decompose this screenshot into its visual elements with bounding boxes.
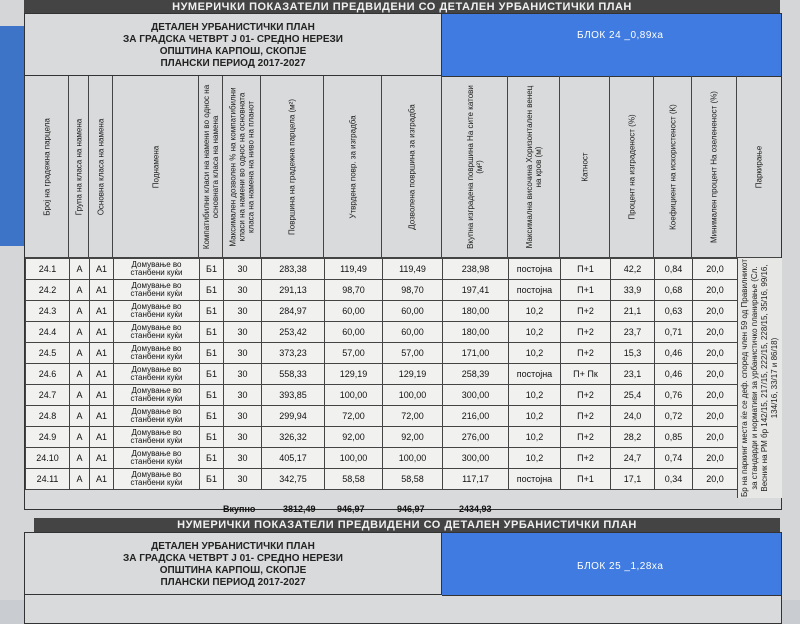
left-blue-margin bbox=[0, 26, 24, 246]
cell-use: Домување во станбени куќи bbox=[114, 259, 200, 280]
cell-use: Домување во станбени куќи bbox=[114, 301, 200, 322]
plan-title-line4: ПЛАНСКИ ПЕРИОД 2017-2027 bbox=[160, 58, 306, 69]
cell-floors: П+2 bbox=[561, 343, 611, 364]
cell-total: 238,98 bbox=[443, 259, 509, 280]
cell-floors: П+ Пк bbox=[561, 364, 611, 385]
second-title-line2: ЗА ГРАДСКА ЧЕТВРТ Ј 01- СРЕДНО НЕРЕЗИ bbox=[123, 553, 343, 564]
cell-group: А bbox=[70, 469, 90, 490]
cell-cls: А1 bbox=[90, 406, 114, 427]
cell-floors: П+2 bbox=[561, 448, 611, 469]
cell-parcel: 24.8 bbox=[26, 406, 70, 427]
cell-pct: 30 bbox=[224, 259, 262, 280]
cell-floors: П+2 bbox=[561, 406, 611, 427]
cell-floors: П+2 bbox=[561, 427, 611, 448]
cell-compat: Б1 bbox=[200, 385, 224, 406]
plan-title bbox=[25, 14, 442, 76]
cell-use: Домување во станбени куќи bbox=[114, 385, 200, 406]
col-header-compat-pct: Максимален дозволен % на компатибилни класи на намени во однос на основната класа на намена на ниво на планот bbox=[223, 76, 261, 258]
block-header bbox=[442, 14, 781, 77]
table-row bbox=[26, 259, 738, 280]
cell-green: 20,0 bbox=[693, 280, 738, 301]
cell-area: 253,42 bbox=[262, 322, 325, 343]
second-plan-title bbox=[25, 533, 442, 595]
cell-pct: 30 bbox=[224, 406, 262, 427]
cell-green: 20,0 bbox=[693, 343, 738, 364]
cell-fixed: 98,70 bbox=[325, 280, 383, 301]
table-row bbox=[26, 469, 738, 490]
cell-area: 405,17 bbox=[262, 448, 325, 469]
cell-height: 10,2 bbox=[509, 385, 561, 406]
col-header-total: Вкупна изградена површина На сите катови (м²) bbox=[442, 76, 508, 258]
cell-allowed: 100,00 bbox=[383, 385, 443, 406]
cell-total: 276,00 bbox=[443, 427, 509, 448]
table-row bbox=[26, 301, 738, 322]
cell-fixed: 129,19 bbox=[325, 364, 383, 385]
cell-compat: Б1 bbox=[200, 406, 224, 427]
cell-allowed: 60,00 bbox=[383, 301, 443, 322]
cell-total: 171,00 bbox=[443, 343, 509, 364]
table-row bbox=[26, 427, 738, 448]
cell-height: 10,2 bbox=[509, 301, 561, 322]
cell-height: 10,2 bbox=[509, 322, 561, 343]
cell-use: Домување во станбени куќи bbox=[114, 280, 200, 301]
col-header-allowed: Дозволена површина за изградба bbox=[382, 76, 442, 258]
cell-group: А bbox=[70, 385, 90, 406]
cell-area: 284,97 bbox=[262, 301, 325, 322]
totals-area: 3812,49 bbox=[283, 504, 316, 514]
col-header-parcel: Број на градежна парцела bbox=[25, 76, 69, 258]
cell-parcel: 24.4 bbox=[26, 322, 70, 343]
cell-built: 24,0 bbox=[611, 406, 655, 427]
plan-title-line3: ОПШТИНА КАРПОШ, СКОПЈЕ bbox=[159, 46, 307, 57]
col-header-group: Група на класа на намена bbox=[69, 76, 89, 258]
cell-pct: 30 bbox=[224, 364, 262, 385]
cell-pct: 30 bbox=[224, 469, 262, 490]
cell-fixed: 100,00 bbox=[325, 448, 383, 469]
cell-k: 0,46 bbox=[655, 364, 693, 385]
cell-built: 23,1 bbox=[611, 364, 655, 385]
table-row bbox=[26, 385, 738, 406]
cell-compat: Б1 bbox=[200, 448, 224, 469]
cell-green: 20,0 bbox=[693, 259, 738, 280]
cell-total: 117,17 bbox=[443, 469, 509, 490]
cell-allowed: 60,00 bbox=[383, 322, 443, 343]
table-row bbox=[26, 322, 738, 343]
cell-parcel: 24.5 bbox=[26, 343, 70, 364]
cell-area: 283,38 bbox=[262, 259, 325, 280]
cell-group: А bbox=[70, 448, 90, 469]
cell-parcel: 24.10 bbox=[26, 448, 70, 469]
cell-total: 180,00 bbox=[443, 301, 509, 322]
cell-group: А bbox=[70, 427, 90, 448]
cell-k: 0,74 bbox=[655, 448, 693, 469]
cell-allowed: 119,49 bbox=[383, 259, 443, 280]
block-24-table bbox=[24, 13, 782, 514]
cell-height: 10,2 bbox=[509, 406, 561, 427]
cell-built: 28,2 bbox=[611, 427, 655, 448]
cell-cls: А1 bbox=[90, 343, 114, 364]
cell-height: 10,2 bbox=[509, 427, 561, 448]
second-title-line1: ДЕТАЛЕН УРБАНИСТИЧКИ ПЛАН bbox=[151, 541, 315, 552]
cell-total: 300,00 bbox=[443, 385, 509, 406]
cell-compat: Б1 bbox=[200, 301, 224, 322]
plan-title-line1: ДЕТАЛЕН УРБАНИСТИЧКИ ПЛАН bbox=[151, 22, 315, 33]
cell-group: А bbox=[70, 301, 90, 322]
cell-total: 216,00 bbox=[443, 406, 509, 427]
cell-pct: 30 bbox=[224, 385, 262, 406]
cell-fixed: 60,00 bbox=[325, 301, 383, 322]
cell-compat: Б1 bbox=[200, 343, 224, 364]
cell-pct: 30 bbox=[224, 343, 262, 364]
col-header-green: Минимален процент На озелененост (%) bbox=[692, 76, 737, 258]
cell-floors: П+2 bbox=[561, 385, 611, 406]
cell-height: постојна bbox=[509, 259, 561, 280]
cell-fixed: 119,49 bbox=[325, 259, 383, 280]
cell-parcel: 24.3 bbox=[26, 301, 70, 322]
top-banner: НУМЕРИЧКИ ПОКАЗАТЕЛИ ПРЕДВИДЕНИ СО ДЕТАЛЕН УРБАНИСТИЧКИ ПЛАН bbox=[24, 0, 780, 14]
cell-fixed: 100,00 bbox=[325, 385, 383, 406]
cell-use: Домување во станбени куќи bbox=[114, 469, 200, 490]
cell-use: Домување во станбени куќи bbox=[114, 343, 200, 364]
cell-area: 558,33 bbox=[262, 364, 325, 385]
cell-k: 0,68 bbox=[655, 280, 693, 301]
cell-height: постојна bbox=[509, 280, 561, 301]
cell-parcel: 24.7 bbox=[26, 385, 70, 406]
cell-pct: 30 bbox=[224, 301, 262, 322]
cell-floors: П+1 bbox=[561, 259, 611, 280]
cell-fixed: 92,00 bbox=[325, 427, 383, 448]
cell-total: 197,41 bbox=[443, 280, 509, 301]
cell-pct: 30 bbox=[224, 322, 262, 343]
cell-green: 20,0 bbox=[693, 427, 738, 448]
col-header-compat: Компатибилни класи на намени во однос на основната класа на намена bbox=[199, 76, 223, 258]
cell-fixed: 60,00 bbox=[325, 322, 383, 343]
parcel-table bbox=[25, 258, 738, 490]
cell-group: А bbox=[70, 406, 90, 427]
cell-floors: П+2 bbox=[561, 322, 611, 343]
cell-green: 20,0 bbox=[693, 469, 738, 490]
second-title-line4: ПЛАНСКИ ПЕРИОД 2017-2027 bbox=[160, 577, 306, 588]
cell-area: 326,32 bbox=[262, 427, 325, 448]
cell-built: 42,2 bbox=[611, 259, 655, 280]
cell-built: 24,7 bbox=[611, 448, 655, 469]
cell-height: постојна bbox=[509, 364, 561, 385]
cell-compat: Б1 bbox=[200, 280, 224, 301]
cell-compat: Б1 bbox=[200, 469, 224, 490]
cell-cls: А1 bbox=[90, 427, 114, 448]
cell-allowed: 98,70 bbox=[383, 280, 443, 301]
cell-allowed: 72,00 bbox=[383, 406, 443, 427]
table-row bbox=[26, 343, 738, 364]
cell-area: 342,75 bbox=[262, 469, 325, 490]
cell-cls: А1 bbox=[90, 448, 114, 469]
cell-use: Домување во станбени куќи bbox=[114, 448, 200, 469]
cell-cls: А1 bbox=[90, 301, 114, 322]
parking-note-text: Бр на паркинг места ќе се деф. според член 59 од Правилникот за стандарди и нормативи за урбанистичко планирање (Сл. Весник на РМ бр 142/15, 217/15, 222/15, 228/15, 35/16, 99/16, 134/16, 33/17 и 86/18) bbox=[740, 259, 779, 498]
cell-pct: 30 bbox=[224, 427, 262, 448]
cell-allowed: 129,19 bbox=[383, 364, 443, 385]
cell-compat: Б1 bbox=[200, 427, 224, 448]
cell-cls: А1 bbox=[90, 322, 114, 343]
cell-cls: А1 bbox=[90, 280, 114, 301]
cell-allowed: 57,00 bbox=[383, 343, 443, 364]
cell-height: 10,2 bbox=[509, 448, 561, 469]
cell-floors: П+1 bbox=[561, 280, 611, 301]
cell-fixed: 58,58 bbox=[325, 469, 383, 490]
totals-fixed: 946,97 bbox=[337, 504, 365, 514]
cell-fixed: 72,00 bbox=[325, 406, 383, 427]
cell-cls: А1 bbox=[90, 385, 114, 406]
cell-cls: А1 bbox=[90, 364, 114, 385]
col-header-height: Максимална височина Хоризонтален венец на кров (м) bbox=[508, 76, 560, 258]
cell-area: 373,23 bbox=[262, 343, 325, 364]
cell-use: Домување во станбени куќи bbox=[114, 364, 200, 385]
cell-pct: 30 bbox=[224, 280, 262, 301]
cell-green: 20,0 bbox=[693, 364, 738, 385]
cell-k: 0,46 bbox=[655, 343, 693, 364]
cell-parcel: 24.2 bbox=[26, 280, 70, 301]
block-25-table bbox=[24, 532, 782, 624]
cell-compat: Б1 bbox=[200, 322, 224, 343]
cell-k: 0,85 bbox=[655, 427, 693, 448]
cell-built: 17,1 bbox=[611, 469, 655, 490]
second-banner: НУМЕРИЧКИ ПОКАЗАТЕЛИ ПРЕДВИДЕНИ СО ДЕТАЛЕН УРБАНИСТИЧКИ ПЛАН bbox=[34, 518, 780, 532]
col-header-parking: Паркирање bbox=[737, 76, 781, 258]
col-header-built: Процент на изграденост (%) bbox=[610, 76, 654, 258]
cell-group: А bbox=[70, 364, 90, 385]
cell-use: Домување во станбени куќи bbox=[114, 427, 200, 448]
totals-label: Вкупно bbox=[223, 504, 256, 514]
col-header-subuse: Поднамена bbox=[113, 76, 199, 258]
totals-total: 2434,93 bbox=[459, 504, 492, 514]
cell-total: 258,39 bbox=[443, 364, 509, 385]
cell-built: 23,7 bbox=[611, 322, 655, 343]
cell-parcel: 24.6 bbox=[26, 364, 70, 385]
second-block-header bbox=[442, 533, 781, 596]
cell-k: 0,34 bbox=[655, 469, 693, 490]
col-header-fixed: Утврдена повр. за изградба bbox=[324, 76, 382, 258]
cell-fixed: 57,00 bbox=[325, 343, 383, 364]
cell-allowed: 92,00 bbox=[383, 427, 443, 448]
second-title-line3: ОПШТИНА КАРПОШ, СКОПЈЕ bbox=[159, 565, 307, 576]
cell-height: постојна bbox=[509, 469, 561, 490]
cell-floors: П+1 bbox=[561, 469, 611, 490]
cell-cls: А1 bbox=[90, 259, 114, 280]
cell-allowed: 100,00 bbox=[383, 448, 443, 469]
cell-green: 20,0 bbox=[693, 385, 738, 406]
cell-built: 33,9 bbox=[611, 280, 655, 301]
table-row bbox=[26, 280, 738, 301]
cell-parcel: 24.11 bbox=[26, 469, 70, 490]
table-row bbox=[26, 364, 738, 385]
cell-use: Домување во станбени куќи bbox=[114, 322, 200, 343]
cell-group: А bbox=[70, 343, 90, 364]
cell-pct: 30 bbox=[224, 448, 262, 469]
col-header-area: Површина на градежна парцела (м²) bbox=[261, 76, 324, 258]
cell-compat: Б1 bbox=[200, 364, 224, 385]
cell-total: 180,00 bbox=[443, 322, 509, 343]
cell-k: 0,72 bbox=[655, 406, 693, 427]
cell-use: Домување во станбени куќи bbox=[114, 406, 200, 427]
cell-cls: А1 bbox=[90, 469, 114, 490]
cell-parcel: 24.9 bbox=[26, 427, 70, 448]
cell-group: А bbox=[70, 259, 90, 280]
cell-area: 299,94 bbox=[262, 406, 325, 427]
cell-k: 0,63 bbox=[655, 301, 693, 322]
parking-note bbox=[737, 258, 782, 498]
col-header-k: Коефициент на искористеност (К) bbox=[654, 76, 692, 258]
cell-compat: Б1 bbox=[200, 259, 224, 280]
block-label: БЛОК 24 _0,89ха bbox=[577, 30, 664, 41]
table-row bbox=[26, 448, 738, 469]
second-block-label: БЛОК 25 _1,28ха bbox=[577, 561, 664, 572]
cell-built: 15,3 bbox=[611, 343, 655, 364]
cell-group: А bbox=[70, 280, 90, 301]
cell-total: 300,00 bbox=[443, 448, 509, 469]
cell-floors: П+2 bbox=[561, 301, 611, 322]
cell-k: 0,71 bbox=[655, 322, 693, 343]
cell-built: 25,4 bbox=[611, 385, 655, 406]
cell-area: 393,85 bbox=[262, 385, 325, 406]
cell-k: 0,84 bbox=[655, 259, 693, 280]
cell-built: 21,1 bbox=[611, 301, 655, 322]
col-header-class: Основна класа на намена bbox=[89, 76, 113, 258]
plan-title-line2: ЗА ГРАДСКА ЧЕТВРТ Ј 01- СРЕДНО НЕРЕЗИ bbox=[123, 34, 343, 45]
table-row bbox=[26, 406, 738, 427]
cell-height: 10,2 bbox=[509, 343, 561, 364]
cell-green: 20,0 bbox=[693, 322, 738, 343]
cell-green: 20,0 bbox=[693, 448, 738, 469]
totals-allowed: 946,97 bbox=[397, 504, 425, 514]
col-header-floors: Катност bbox=[560, 76, 610, 258]
cell-allowed: 58,58 bbox=[383, 469, 443, 490]
cell-green: 20,0 bbox=[693, 301, 738, 322]
cell-k: 0,76 bbox=[655, 385, 693, 406]
cell-area: 291,13 bbox=[262, 280, 325, 301]
cell-parcel: 24.1 bbox=[26, 259, 70, 280]
cell-green: 20,0 bbox=[693, 406, 738, 427]
cell-group: А bbox=[70, 322, 90, 343]
